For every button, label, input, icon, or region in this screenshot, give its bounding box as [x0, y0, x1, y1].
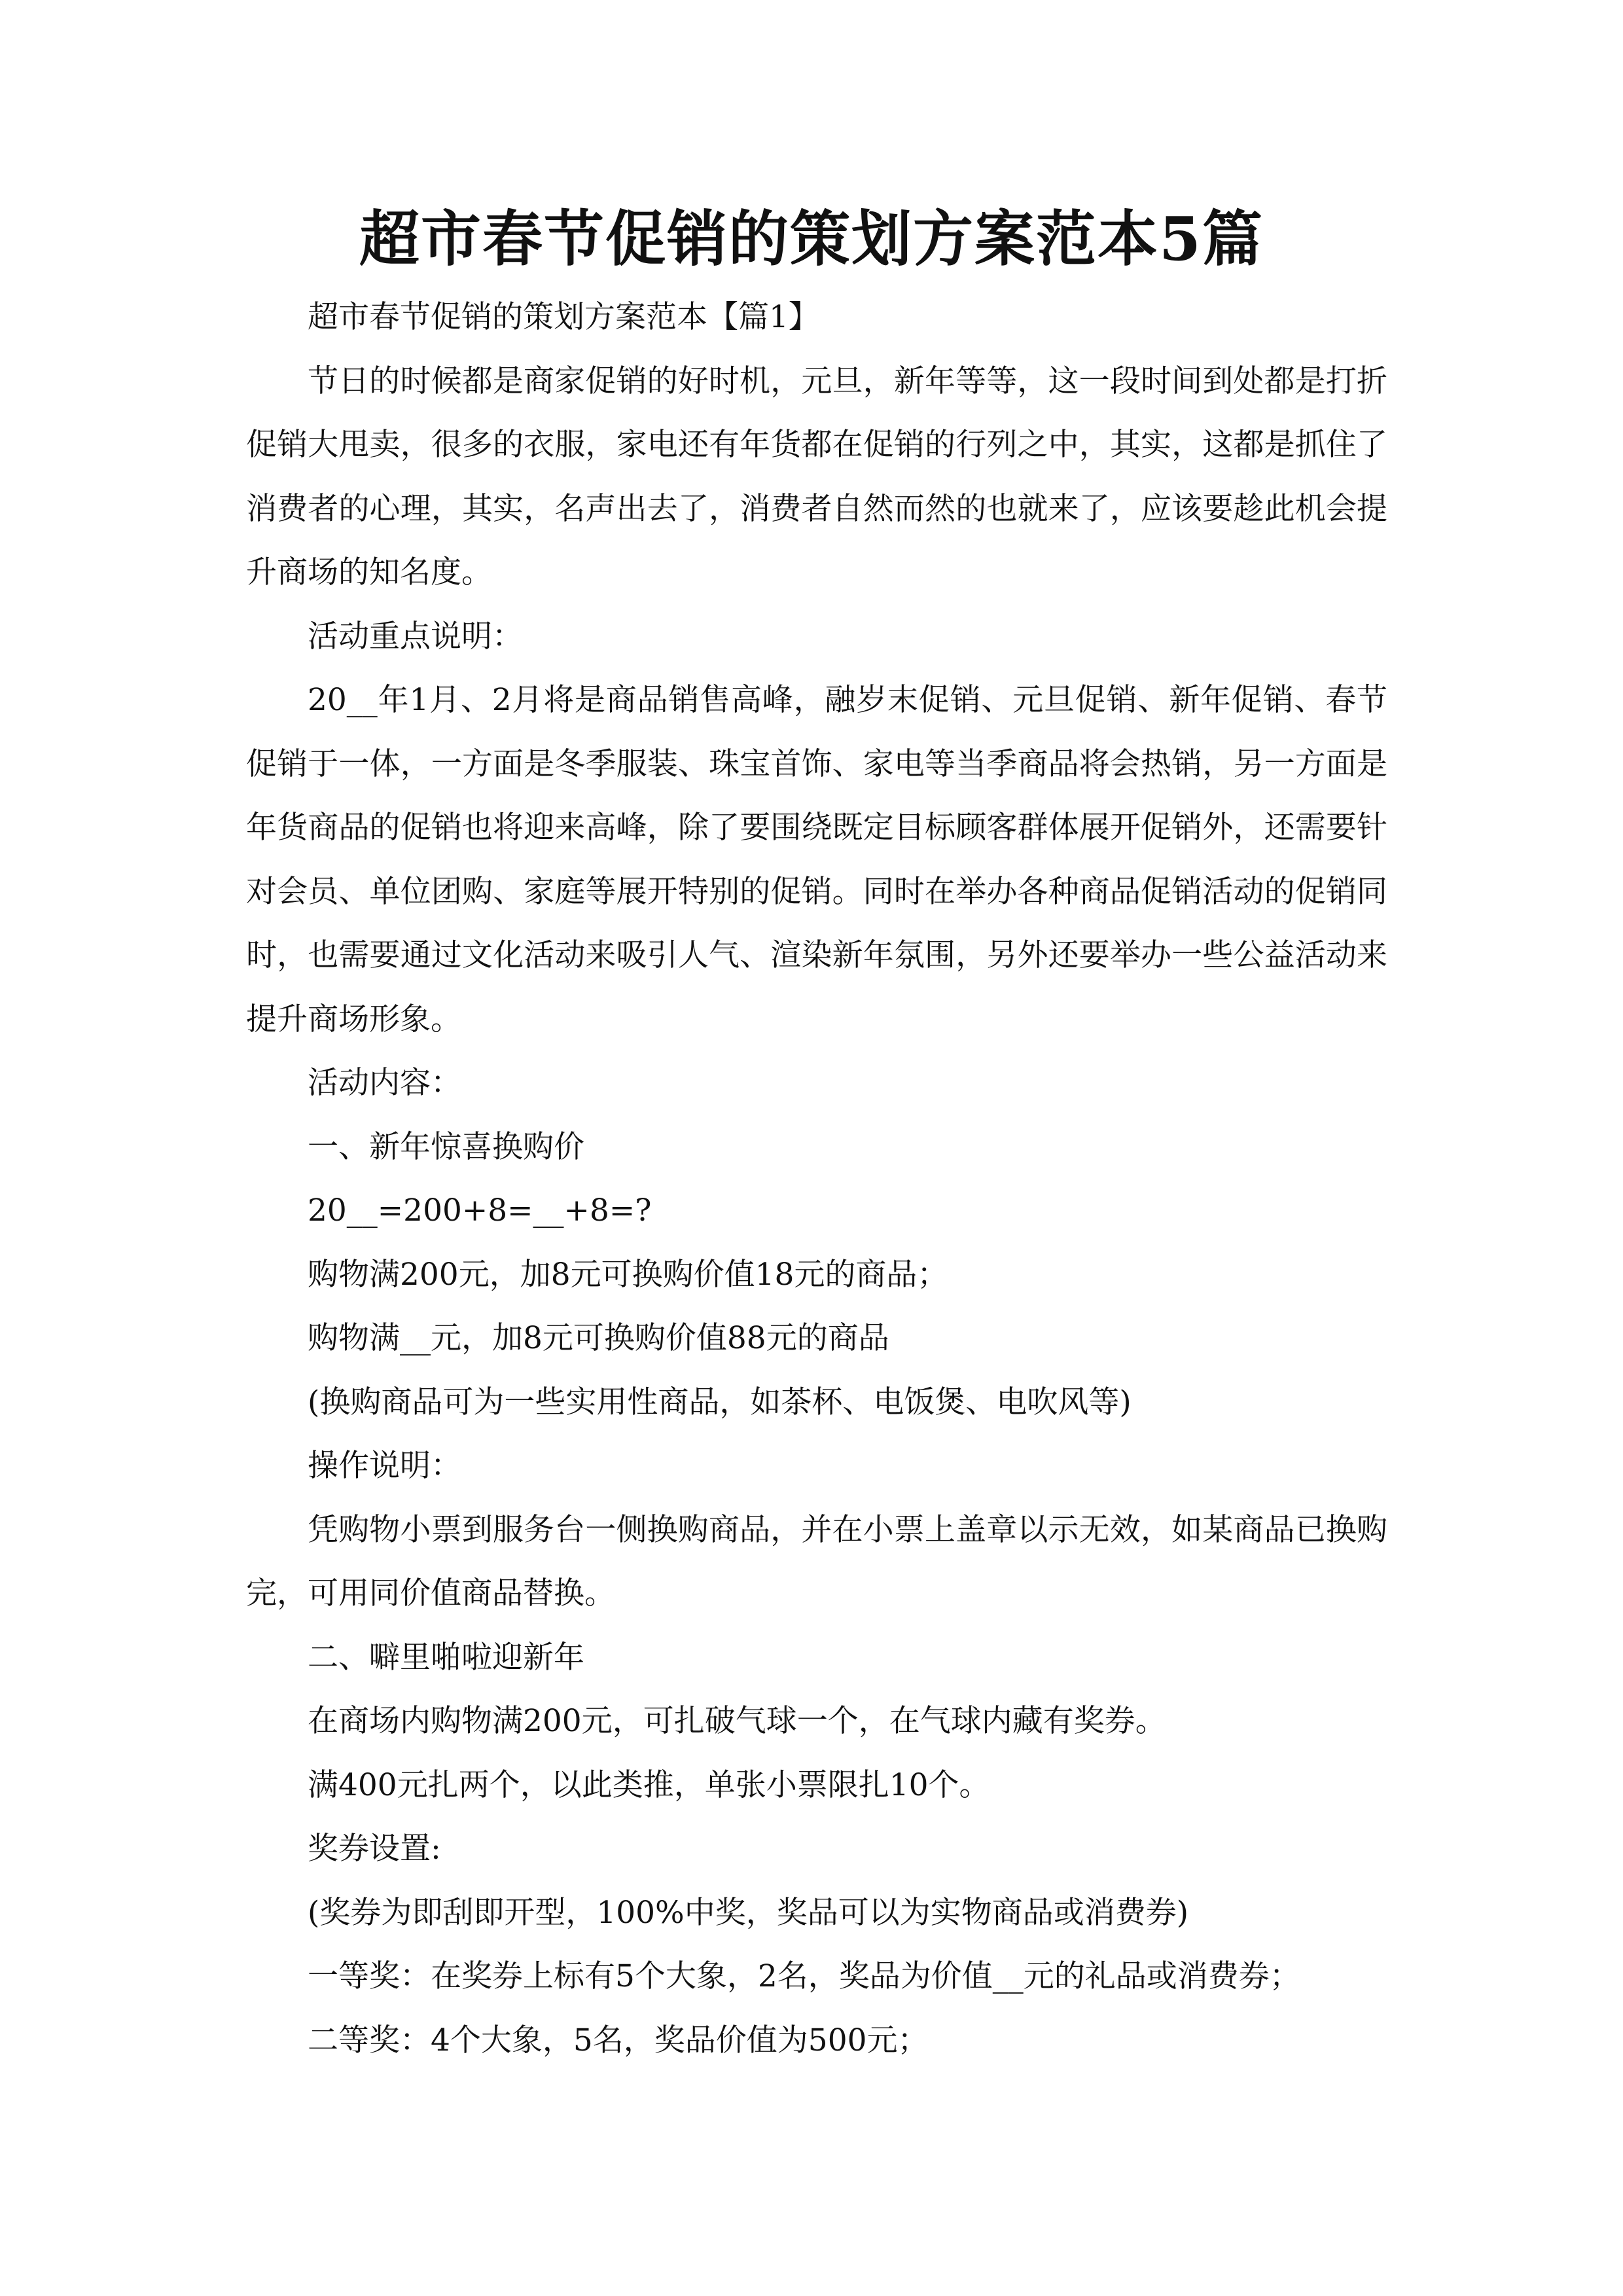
paragraph: 超市春节促销的策划方案范本【篇1】 [308, 299, 819, 335]
paragraph: 奖券设置: [308, 1831, 441, 1867]
paragraph: 二、噼里啪啦迎新年 [308, 1639, 584, 1676]
document-title: 超市春节促销的策划方案范本5篇 [359, 204, 1264, 274]
paragraph: (换购商品可为一些实用性商品，如茶杯、电饭煲、电吹风等) [308, 1384, 1132, 1420]
document-body [246, 285, 1387, 2072]
paragraph: 20__=200+8=__+8=? [308, 1193, 652, 1229]
paragraph: 操作说明： [308, 1448, 461, 1484]
paragraph: 在商场内购物满200元，可扎破气球一个，在气球内藏有奖券。 [308, 1703, 1166, 1739]
paragraph: 20__年1月、2月将是商品销售高峰，融岁末促销、元旦促销、新年促销、春节促销于一体，一方面是冬季服装、珠宝首饰、家电等当季商品将会热销，另一方面是年货商品的促销也将迎来高峰，除了要围绕既定目标顾客群体展开促销外，还需要针对会员、单位团购、家庭等展开特别的促销。同时在举办各种商品促销活动的促销同时，也需要通过文化活动来吸引人气、渲染新年氛围，另外还要举办一些公益活动来提升商场形象。 [246, 682, 1388, 1037]
paragraph: 购物满__元，加8元可换购价值88元的商品 [308, 1320, 889, 1356]
paragraph: 一等奖：在奖券上标有5个大象，2名，奖品为价值__元的礼品或消费券； [308, 1958, 1300, 1994]
paragraph: 凭购物小票到服务台一侧换购商品，并在小票上盖章以示无效，如某商品已换购完，可用同价值商品替换。 [246, 1511, 1387, 1611]
paragraph: (奖券为即刮即开型，100%中奖，奖品可以为实物商品或消费券) [308, 1894, 1189, 1931]
paragraph: 满400元扎两个，以此类推，单张小票限扎10个。 [308, 1767, 990, 1803]
paragraph: 一、新年惊喜换购价 [308, 1128, 584, 1165]
paragraph: 节日的时候都是商家促销的好时机，元旦，新年等等，这一段时间到处都是打折促销大甩卖，很多的衣服，家电还有年货都在促销的行列之中，其实，这都是抓住了消费者的心理，其实，名声出去了，消费者自然而然的也就来了，应该要趁此机会提升商场的知名度。 [246, 363, 1387, 590]
paragraph: 活动重点说明： [308, 618, 523, 655]
paragraph: 二等奖：4个大象，5名，奖品价值为500元； [308, 2022, 929, 2058]
paragraph: 活动内容： [308, 1065, 461, 1101]
paragraph: 购物满200元，加8元可换购价值18元的商品； [308, 1256, 948, 1293]
